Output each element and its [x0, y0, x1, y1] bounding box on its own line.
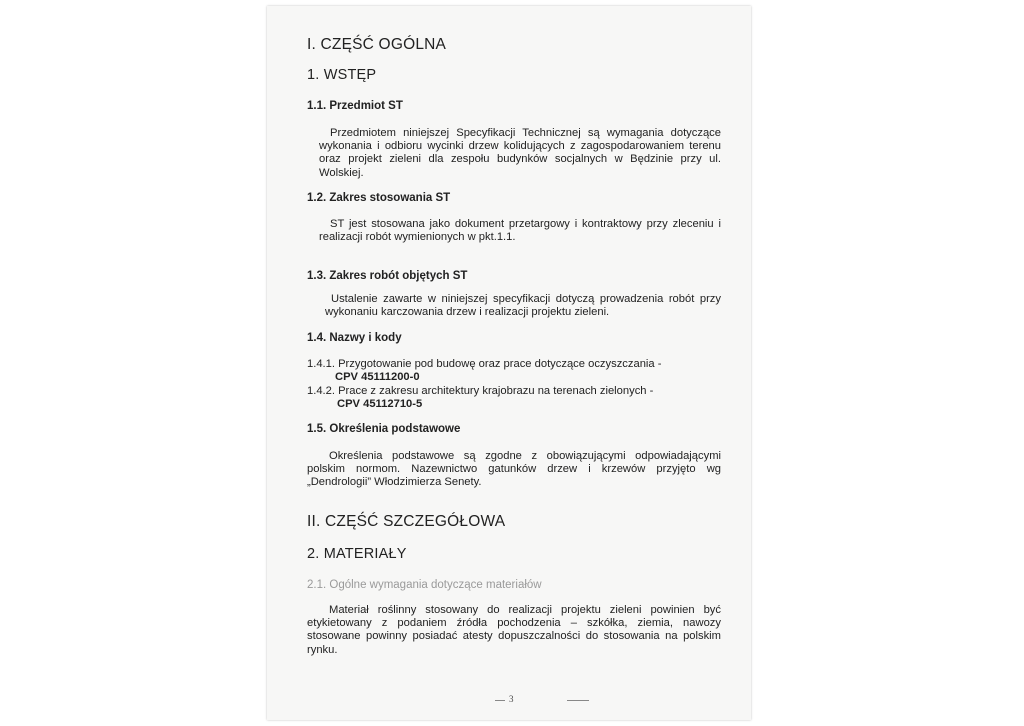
document-page — [267, 6, 751, 720]
subsection-title-1-1: 1.1. Przedmiot ST — [307, 100, 403, 112]
code-item-label: 1.4.1. Przygotowanie pod budowę oraz prace dotyczące oczyszczania - — [307, 358, 662, 370]
subsection-text-1-3: Ustalenie zawarte w niniejszej specyfikacji dotyczą prowadzenia robót przy wykonaniu karczowania drzew i realizacji projektu zieleni. — [325, 293, 721, 319]
page-number: 3 — [509, 694, 514, 704]
part-heading-general: I. CZĘŚĆ OGÓLNA — [307, 36, 447, 53]
subsection-title-1-2: 1.2. Zakres stosowania ST — [307, 192, 451, 204]
subsection-title-2-1: 2.1. Ogólne wymagania dotyczące materiałów — [307, 579, 542, 591]
section-heading-introduction: 1. WSTĘP — [307, 67, 377, 83]
subsection-text-1-2: ST jest stosowana jako dokument przetargowy i kontraktowy przy zleceniu i realizacji robót wymienionych w pkt.1.1. — [319, 218, 721, 244]
cpv-code: CPV 45111200-0 — [335, 371, 420, 384]
code-item-label: 1.4.2. Prace z zakresu architektury krajobrazu na terenach zielonych - — [307, 385, 654, 397]
code-list-item — [307, 385, 717, 411]
page-number-left-dash — [495, 700, 505, 701]
subsection-text-1-5: Określenia podstawowe są zgodne z obowiązującymi odpowiadającymi polskim normom. Nazewnictwo gatunków drzew i krzewów przyjęto wg „Dendrologii” Włodzimierza Senety. — [307, 450, 721, 489]
subsection-text-2-1: Materiał roślinny stosowany do realizacji projektu zieleni powinien być etykietowany z podaniem źródła pochodzenia – szkółka, ziemia, nawozy stosowane powinny posiadać atesty dopuszczalności do stosowania na polskim rynku. — [307, 604, 721, 656]
part-heading-detailed: II. CZĘŚĆ SZCZEGÓŁOWA — [307, 513, 506, 530]
page-number-right-dash — [567, 700, 589, 701]
subsection-title-1-4: 1.4. Nazwy i kody — [307, 332, 402, 344]
code-list-item — [307, 358, 717, 384]
cpv-code: CPV 45112710-5 — [337, 398, 423, 411]
subsection-text-1-1: Przedmiotem niniejszej Specyfikacji Technicznej są wymagania dotyczące wykonania i odbioru wycinki drzew kolidujących z zagospodarowaniem terenu oraz projekt zieleni dla zespołu budynków socjalnych w Będzinie przy ul. Wolskiej. — [319, 127, 721, 179]
subsection-title-1-3: 1.3. Zakres robót objętych ST — [307, 270, 468, 282]
subsection-title-1-5: 1.5. Określenia podstawowe — [307, 423, 461, 435]
section-heading-materials: 2. MATERIAŁY — [307, 546, 407, 562]
